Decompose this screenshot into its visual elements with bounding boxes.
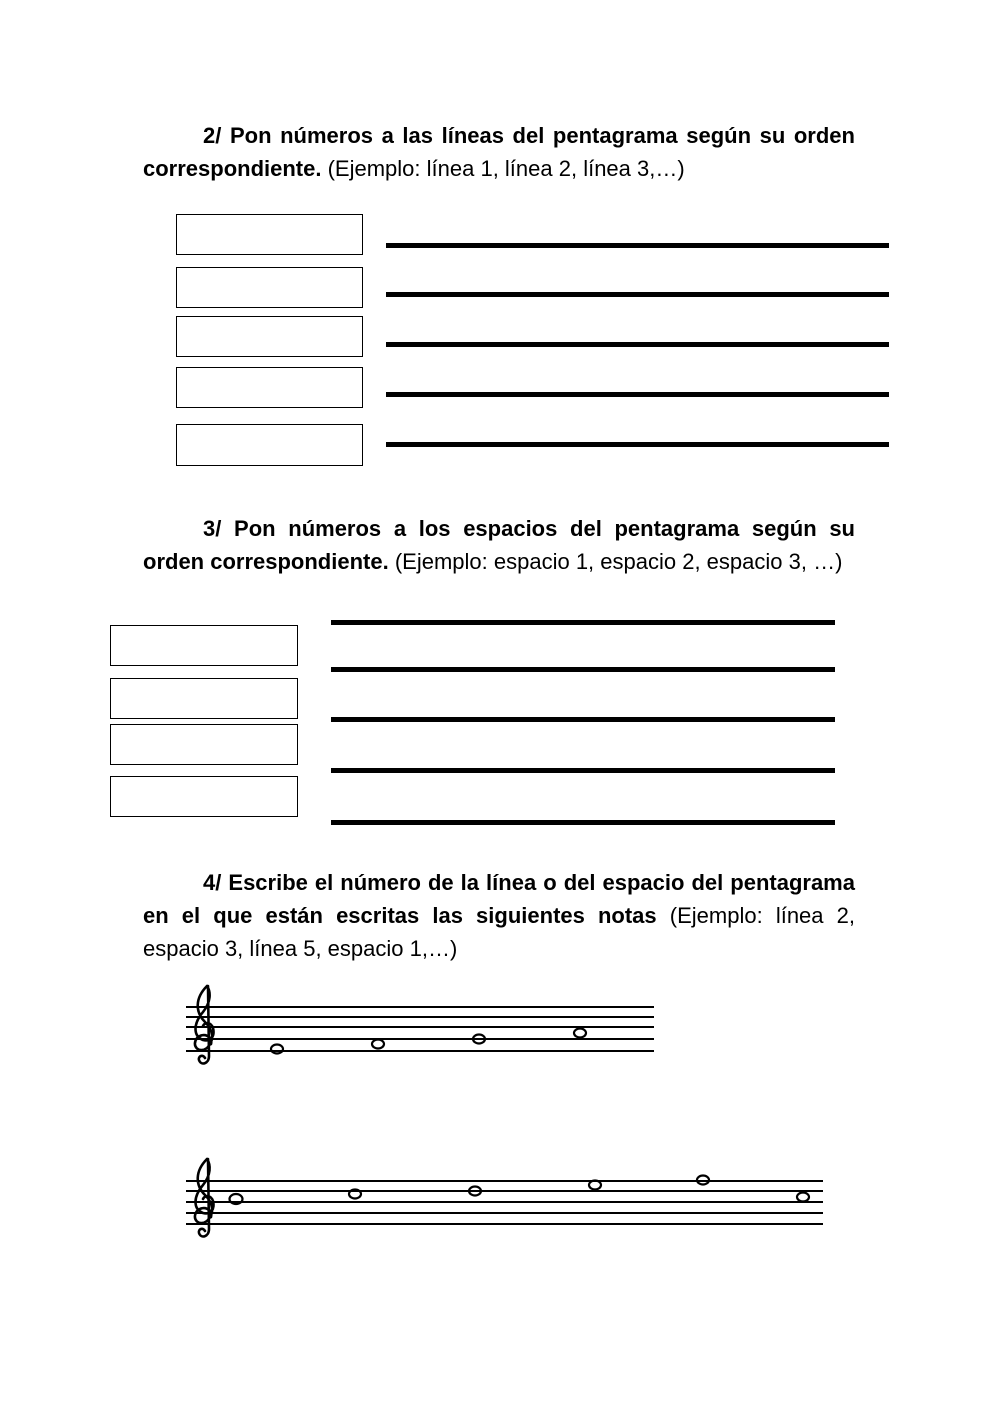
exercise-4-instruction: Escribe el número de la línea o del espacio del pentagrama en el que están escritas las siguientes notas xyxy=(143,870,855,928)
exercise-4-number: 4/ xyxy=(203,870,222,895)
whole-note xyxy=(372,1040,384,1049)
exercise-4-example: (Ejemplo: línea 2, espacio 3, línea 5, espacio 1,…) xyxy=(143,903,855,961)
exercise-2-instruction: Pon números a las líneas del pentagrama según su orden correspondiente. xyxy=(143,123,855,181)
exercise-3-instruction: Pon números a los espacios del pentagrama según su orden correspondiente. xyxy=(143,516,855,574)
staff-1 xyxy=(186,986,654,1063)
whole-note xyxy=(574,1029,586,1038)
exercise-2-number: 2/ xyxy=(203,123,222,148)
exercise-3-number: 3/ xyxy=(203,516,222,541)
whole-note xyxy=(271,1045,283,1054)
whole-note xyxy=(797,1193,809,1202)
staff-2 xyxy=(186,1159,823,1236)
exercise-3-example: (Ejemplo: espacio 1, espacio 2, espacio 3, …) xyxy=(394,549,843,574)
exercise-2-example: (Ejemplo: línea 1, línea 2, línea 3,…) xyxy=(327,156,685,181)
